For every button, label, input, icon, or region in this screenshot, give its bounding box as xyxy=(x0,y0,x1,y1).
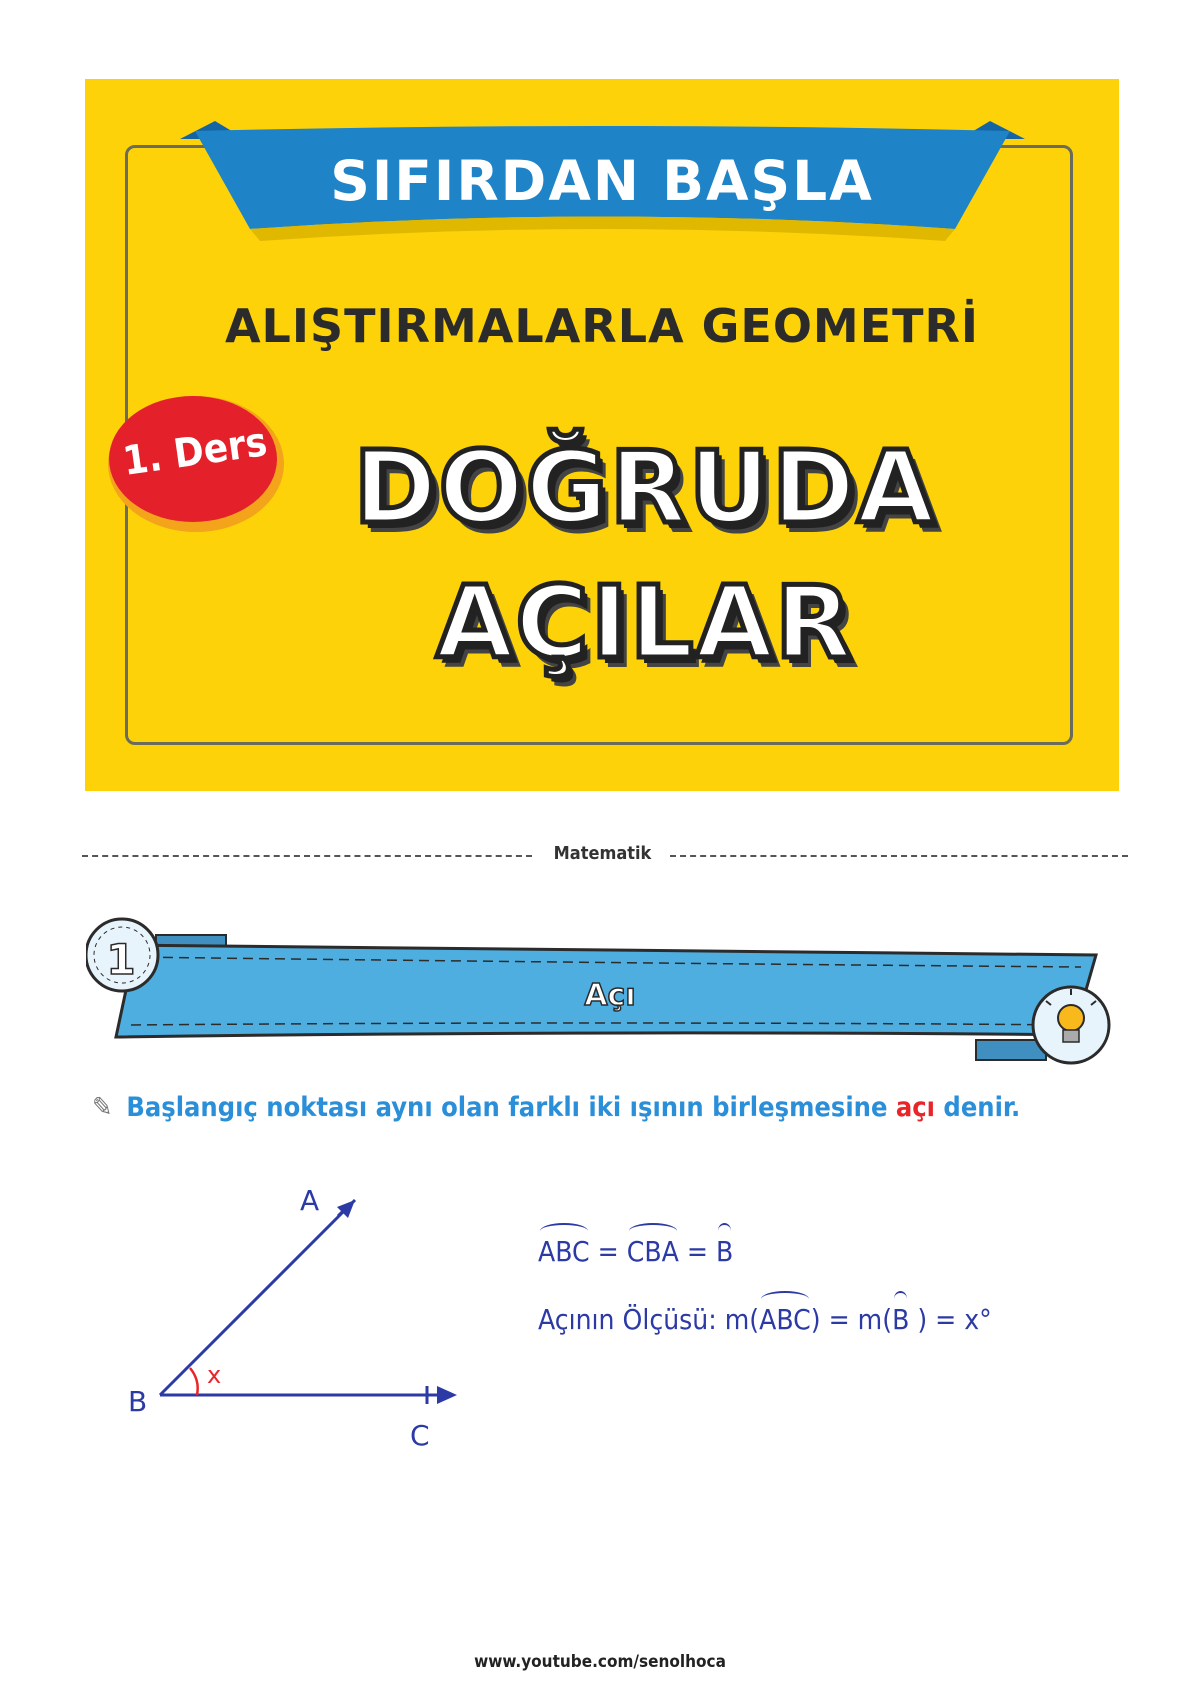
angle-notation-formula xyxy=(538,1235,733,1268)
lightbulb-icon xyxy=(1033,987,1109,1063)
hat-b: B xyxy=(715,1235,734,1268)
definition-text xyxy=(92,1092,1132,1123)
equals-sign: = xyxy=(589,1235,627,1268)
equals-sign: = xyxy=(678,1235,716,1268)
hat-abc: ABC xyxy=(538,1235,590,1268)
hat-cba: CBA xyxy=(626,1235,679,1268)
section-title: Açı xyxy=(584,978,636,1013)
point-b-label: B xyxy=(128,1385,148,1418)
hat-b-measure: B xyxy=(892,1303,910,1336)
definition-before: Başlangıç noktası aynı olan farklı iki ışının birleşmesine xyxy=(126,1092,896,1123)
definition-highlight: açı xyxy=(895,1092,935,1123)
point-a-label: A xyxy=(300,1184,320,1217)
measure-end: ) = x° xyxy=(909,1303,992,1336)
measure-prefix: Açının Ölçüsü: m( xyxy=(538,1303,760,1336)
pencil-icon: ✎ xyxy=(92,1092,113,1123)
lesson-badge-text: 1. Ders xyxy=(120,419,270,485)
series-title: SIFIRDAN BAŞLA xyxy=(330,149,874,213)
lesson-title-line1: DOĞRUDA xyxy=(353,429,937,546)
angle-measure-formula xyxy=(538,1303,992,1336)
subject-label: Matematik xyxy=(553,843,652,864)
cover-panel xyxy=(85,79,1119,791)
book-title: ALIŞTIRMALARLA GEOMETRİ xyxy=(224,299,980,353)
section-number: 1 xyxy=(106,935,136,984)
point-c-label: C xyxy=(410,1419,430,1452)
angle-x-label: x xyxy=(207,1361,222,1389)
hat-abc-measure: ABC xyxy=(759,1303,811,1336)
divider-right xyxy=(670,855,1128,857)
definition-after: denir. xyxy=(934,1092,1021,1123)
measure-mid: ) = m( xyxy=(810,1303,893,1336)
angle-figure xyxy=(115,1175,475,1465)
divider-left xyxy=(82,855,532,857)
footer-url[interactable]: www.youtube.com/senolhoca xyxy=(474,1652,726,1672)
lesson-title-line2: AÇILAR xyxy=(435,564,855,681)
